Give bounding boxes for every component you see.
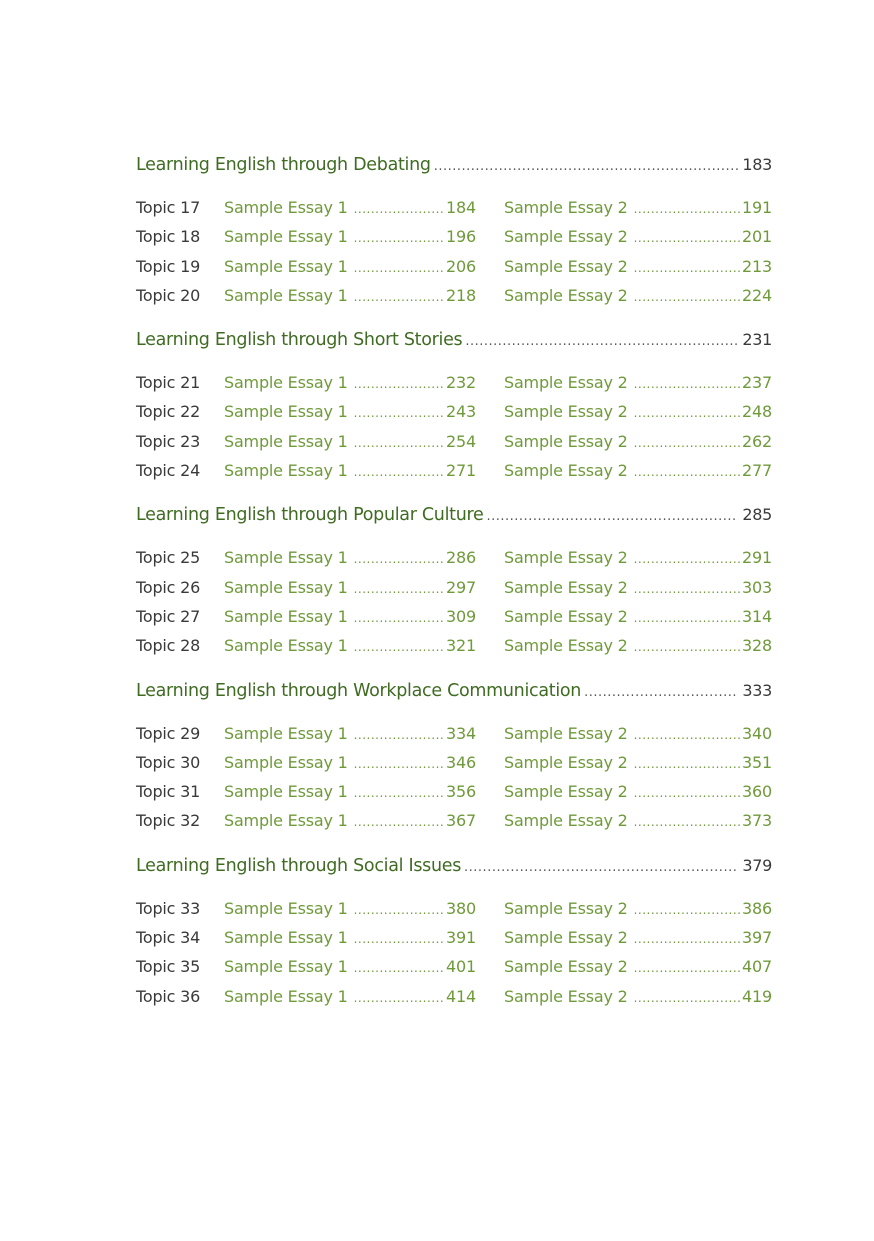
essay-1-entry[interactable] bbox=[224, 286, 476, 305]
dot-leader bbox=[634, 552, 740, 566]
dot-leader bbox=[354, 406, 444, 420]
essay-2-page: 340 bbox=[742, 723, 772, 743]
dot-leader bbox=[634, 261, 740, 275]
essay-2-title: Sample Essay 2 bbox=[504, 898, 628, 918]
essay-2-page: 191 bbox=[742, 198, 772, 217]
topic-row bbox=[136, 811, 772, 840]
section-page-number: 285 bbox=[742, 505, 772, 525]
dot-leader bbox=[465, 334, 738, 349]
dot-leader bbox=[354, 202, 444, 216]
dot-leader bbox=[634, 377, 740, 391]
essay-1-page: 286 bbox=[446, 548, 476, 568]
essay-1-entry[interactable] bbox=[224, 548, 476, 567]
section-title: Learning English through Workplace Communication bbox=[136, 680, 582, 701]
dot-leader bbox=[354, 961, 444, 975]
essay-2-title: Sample Essay 2 bbox=[504, 373, 628, 393]
essay-1-title: Sample Essay 1 bbox=[224, 811, 348, 831]
topic-list bbox=[136, 899, 772, 1016]
essay-1-title: Sample Essay 1 bbox=[224, 898, 348, 918]
topic-label: Topic 34 bbox=[136, 928, 201, 948]
essay-1-title: Sample Essay 1 bbox=[224, 227, 348, 247]
dot-leader bbox=[354, 991, 444, 1005]
essay-2-entry[interactable] bbox=[504, 578, 772, 597]
essay-2-title: Sample Essay 2 bbox=[504, 986, 628, 1006]
essay-1-title: Sample Essay 1 bbox=[224, 752, 348, 772]
dot-leader bbox=[634, 932, 740, 946]
essay-1-page: 254 bbox=[446, 431, 476, 451]
essay-2-page: 262 bbox=[742, 431, 772, 451]
essay-1-title: Sample Essay 1 bbox=[224, 577, 348, 597]
dot-leader bbox=[354, 932, 444, 946]
section-heading[interactable] bbox=[136, 856, 772, 886]
essay-1-title: Sample Essay 1 bbox=[224, 256, 348, 276]
essay-1-entry[interactable] bbox=[224, 432, 476, 451]
dot-leader bbox=[634, 991, 740, 1005]
essay-2-page: 291 bbox=[742, 548, 772, 568]
section-title: Learning English through Social Issues bbox=[136, 855, 462, 876]
essay-1-page: 401 bbox=[446, 957, 476, 977]
section-title: Learning English through Short Stories bbox=[136, 330, 463, 351]
essay-2-page: 397 bbox=[742, 928, 772, 948]
dot-leader bbox=[354, 290, 444, 304]
essay-1-title: Sample Essay 1 bbox=[224, 782, 348, 802]
dot-leader bbox=[354, 582, 444, 596]
essay-1-entry[interactable] bbox=[224, 257, 476, 276]
topic-label: Topic 20 bbox=[136, 285, 201, 305]
essay-2-page: 201 bbox=[742, 227, 772, 247]
section-page-number: 333 bbox=[742, 680, 772, 700]
essay-1-entry[interactable] bbox=[224, 753, 476, 772]
topic-row bbox=[136, 198, 772, 227]
dot-leader bbox=[634, 406, 740, 420]
dot-leader bbox=[634, 436, 740, 450]
dot-leader bbox=[634, 728, 740, 742]
essay-1-entry[interactable] bbox=[224, 899, 476, 918]
essay-2-entry[interactable] bbox=[504, 636, 772, 655]
topic-row bbox=[136, 461, 772, 490]
topic-row bbox=[136, 227, 772, 256]
topic-label: Topic 23 bbox=[136, 431, 201, 451]
essay-2-page: 248 bbox=[742, 402, 772, 422]
topic-label: Topic 29 bbox=[136, 723, 201, 743]
topic-row bbox=[136, 257, 772, 286]
topic-row bbox=[136, 899, 772, 928]
topic-label: Topic 31 bbox=[136, 782, 201, 802]
essay-2-title: Sample Essay 2 bbox=[504, 227, 628, 247]
essay-1-entry[interactable] bbox=[224, 724, 476, 743]
topic-row bbox=[136, 402, 772, 431]
essay-2-entry[interactable] bbox=[504, 286, 772, 305]
essay-1-entry[interactable] bbox=[224, 198, 476, 217]
section-heading[interactable] bbox=[136, 330, 772, 360]
essay-2-entry[interactable] bbox=[504, 724, 772, 743]
essay-1-title: Sample Essay 1 bbox=[224, 636, 348, 656]
topic-label: Topic 32 bbox=[136, 811, 201, 831]
essay-1-entry[interactable] bbox=[224, 928, 476, 947]
essay-1-title: Sample Essay 1 bbox=[224, 431, 348, 451]
essay-2-title: Sample Essay 2 bbox=[504, 431, 628, 451]
essay-1-title: Sample Essay 1 bbox=[224, 285, 348, 305]
toc-section-workplace-communication bbox=[136, 681, 772, 841]
essay-2-title: Sample Essay 2 bbox=[504, 256, 628, 276]
dot-leader bbox=[634, 465, 740, 479]
essay-1-entry[interactable] bbox=[224, 227, 476, 246]
topic-row bbox=[136, 286, 772, 315]
essay-2-page: 303 bbox=[742, 577, 772, 597]
essay-2-page: 224 bbox=[742, 285, 772, 305]
essay-1-page: 367 bbox=[446, 811, 476, 831]
essay-2-title: Sample Essay 2 bbox=[504, 752, 628, 772]
essay-2-title: Sample Essay 2 bbox=[504, 285, 628, 305]
essay-1-entry[interactable] bbox=[224, 402, 476, 421]
essay-2-entry[interactable] bbox=[504, 257, 772, 276]
topic-row bbox=[136, 636, 772, 665]
dot-leader bbox=[634, 231, 740, 245]
essay-1-entry[interactable] bbox=[224, 957, 476, 976]
essay-2-title: Sample Essay 2 bbox=[504, 723, 628, 743]
essay-2-entry[interactable] bbox=[504, 402, 772, 421]
essay-2-title: Sample Essay 2 bbox=[504, 811, 628, 831]
dot-leader bbox=[354, 465, 444, 479]
topic-label: Topic 28 bbox=[136, 636, 201, 656]
section-page-number: 379 bbox=[742, 855, 772, 875]
essay-1-page: 271 bbox=[446, 461, 476, 481]
essay-1-page: 414 bbox=[446, 986, 476, 1006]
dot-leader bbox=[354, 231, 444, 245]
essay-2-entry[interactable] bbox=[504, 461, 772, 480]
dot-leader bbox=[634, 903, 740, 917]
section-heading[interactable] bbox=[136, 681, 772, 711]
dot-leader bbox=[354, 436, 444, 450]
essay-2-entry[interactable] bbox=[504, 987, 772, 1006]
topic-label: Topic 36 bbox=[136, 986, 201, 1006]
topic-label: Topic 21 bbox=[136, 373, 201, 393]
dot-leader bbox=[634, 640, 740, 654]
dot-leader bbox=[354, 261, 444, 275]
essay-1-page: 380 bbox=[446, 898, 476, 918]
dot-leader bbox=[634, 611, 740, 625]
section-page-number: 183 bbox=[742, 155, 772, 174]
essay-1-page: 297 bbox=[446, 577, 476, 597]
essay-2-entry[interactable] bbox=[504, 373, 772, 392]
essay-2-entry[interactable] bbox=[504, 957, 772, 976]
dot-leader bbox=[354, 377, 444, 391]
section-heading[interactable] bbox=[136, 155, 772, 185]
topic-row bbox=[136, 724, 772, 753]
topic-row bbox=[136, 548, 772, 577]
essay-1-entry[interactable] bbox=[224, 607, 476, 626]
topic-row bbox=[136, 607, 772, 636]
topic-label: Topic 33 bbox=[136, 898, 201, 918]
topic-label: Topic 35 bbox=[136, 957, 201, 977]
dot-leader bbox=[634, 582, 740, 596]
dot-leader bbox=[354, 786, 444, 800]
dot-leader bbox=[354, 757, 444, 771]
essay-1-page: 243 bbox=[446, 402, 476, 422]
essay-1-entry[interactable] bbox=[224, 461, 476, 480]
essay-2-page: 360 bbox=[742, 782, 772, 802]
topic-label: Topic 30 bbox=[136, 752, 201, 772]
essay-2-title: Sample Essay 2 bbox=[504, 402, 628, 422]
essay-1-page: 346 bbox=[446, 752, 476, 772]
table-of-contents bbox=[136, 155, 772, 1031]
essay-1-page: 184 bbox=[446, 198, 476, 217]
essay-1-page: 196 bbox=[446, 227, 476, 247]
dot-leader bbox=[634, 202, 740, 216]
essay-2-entry[interactable] bbox=[504, 928, 772, 947]
essay-2-title: Sample Essay 2 bbox=[504, 548, 628, 568]
essay-1-title: Sample Essay 1 bbox=[224, 928, 348, 948]
topic-row bbox=[136, 782, 772, 811]
essay-2-page: 419 bbox=[742, 986, 772, 1006]
dot-leader bbox=[354, 815, 444, 829]
section-title: Learning English through Popular Culture bbox=[136, 505, 484, 526]
essay-1-entry[interactable] bbox=[224, 636, 476, 655]
topic-label: Topic 19 bbox=[136, 256, 201, 276]
dot-leader bbox=[354, 728, 444, 742]
topic-list bbox=[136, 198, 772, 315]
dot-leader bbox=[487, 509, 739, 524]
essay-2-title: Sample Essay 2 bbox=[504, 782, 628, 802]
essay-1-page: 218 bbox=[446, 285, 476, 305]
topic-row bbox=[136, 578, 772, 607]
essay-1-page: 391 bbox=[446, 928, 476, 948]
essay-2-title: Sample Essay 2 bbox=[504, 198, 628, 217]
topic-row bbox=[136, 753, 772, 782]
dot-leader bbox=[354, 903, 444, 917]
toc-section-debating bbox=[136, 155, 772, 315]
toc-section-social-issues bbox=[136, 856, 772, 1016]
essay-2-title: Sample Essay 2 bbox=[504, 461, 628, 481]
essay-1-entry[interactable] bbox=[224, 373, 476, 392]
essay-2-page: 213 bbox=[742, 256, 772, 276]
topic-row bbox=[136, 928, 772, 957]
essay-1-title: Sample Essay 1 bbox=[224, 957, 348, 977]
essay-1-entry[interactable] bbox=[224, 782, 476, 801]
toc-section-popular-culture bbox=[136, 505, 772, 665]
essay-1-page: 334 bbox=[446, 723, 476, 743]
essay-1-title: Sample Essay 1 bbox=[224, 606, 348, 626]
topic-label: Topic 27 bbox=[136, 606, 201, 626]
essay-1-page: 206 bbox=[446, 256, 476, 276]
dot-leader bbox=[464, 860, 738, 875]
essay-1-page: 356 bbox=[446, 782, 476, 802]
toc-section-short-stories bbox=[136, 330, 772, 490]
topic-label: Topic 22 bbox=[136, 402, 201, 422]
essay-2-entry[interactable] bbox=[504, 198, 772, 217]
topic-row bbox=[136, 432, 772, 461]
essay-2-entry[interactable] bbox=[504, 432, 772, 451]
essay-1-title: Sample Essay 1 bbox=[224, 198, 348, 217]
essay-2-title: Sample Essay 2 bbox=[504, 606, 628, 626]
essay-2-page: 237 bbox=[742, 373, 772, 393]
essay-2-page: 386 bbox=[742, 898, 772, 918]
essay-1-title: Sample Essay 1 bbox=[224, 461, 348, 481]
section-title: Learning English through Debating bbox=[136, 155, 431, 175]
section-heading[interactable] bbox=[136, 505, 772, 535]
essay-2-entry[interactable] bbox=[504, 548, 772, 567]
essay-1-entry[interactable] bbox=[224, 578, 476, 597]
essay-2-page: 277 bbox=[742, 461, 772, 481]
dot-leader bbox=[584, 685, 738, 700]
dot-leader bbox=[634, 961, 740, 975]
essay-1-page: 232 bbox=[446, 373, 476, 393]
essay-2-title: Sample Essay 2 bbox=[504, 577, 628, 597]
dot-leader bbox=[634, 815, 740, 829]
topic-label: Topic 18 bbox=[136, 227, 201, 247]
dot-leader bbox=[634, 786, 740, 800]
dot-leader bbox=[354, 640, 444, 654]
essay-1-title: Sample Essay 1 bbox=[224, 986, 348, 1006]
topic-label: Topic 17 bbox=[136, 198, 201, 217]
topic-label: Topic 24 bbox=[136, 461, 201, 481]
essay-2-entry[interactable] bbox=[504, 899, 772, 918]
topic-list bbox=[136, 373, 772, 490]
dot-leader bbox=[634, 757, 740, 771]
dot-leader bbox=[434, 159, 739, 174]
essay-2-page: 373 bbox=[742, 811, 772, 831]
topic-row bbox=[136, 957, 772, 986]
essay-2-page: 351 bbox=[742, 752, 772, 772]
essay-1-title: Sample Essay 1 bbox=[224, 402, 348, 422]
essay-1-page: 309 bbox=[446, 606, 476, 626]
essay-2-entry[interactable] bbox=[504, 753, 772, 772]
essay-2-entry[interactable] bbox=[504, 782, 772, 801]
essay-1-title: Sample Essay 1 bbox=[224, 548, 348, 568]
dot-leader bbox=[634, 290, 740, 304]
topic-row bbox=[136, 373, 772, 402]
essay-2-title: Sample Essay 2 bbox=[504, 928, 628, 948]
topic-list bbox=[136, 548, 772, 665]
essay-1-page: 321 bbox=[446, 636, 476, 656]
topic-list bbox=[136, 724, 772, 841]
dot-leader bbox=[354, 611, 444, 625]
essay-1-title: Sample Essay 1 bbox=[224, 723, 348, 743]
topic-label: Topic 25 bbox=[136, 548, 201, 568]
topic-row bbox=[136, 987, 772, 1016]
essay-1-entry[interactable] bbox=[224, 811, 476, 830]
essay-1-entry[interactable] bbox=[224, 987, 476, 1006]
essay-2-page: 328 bbox=[742, 636, 772, 656]
topic-label: Topic 26 bbox=[136, 577, 201, 597]
essay-2-page: 314 bbox=[742, 606, 772, 626]
essay-2-entry[interactable] bbox=[504, 811, 772, 830]
section-page-number: 231 bbox=[742, 330, 772, 350]
essay-1-title: Sample Essay 1 bbox=[224, 373, 348, 393]
essay-2-entry[interactable] bbox=[504, 607, 772, 626]
essay-2-page: 407 bbox=[742, 957, 772, 977]
dot-leader bbox=[354, 552, 444, 566]
essay-2-entry[interactable] bbox=[504, 227, 772, 246]
essay-2-title: Sample Essay 2 bbox=[504, 636, 628, 656]
essay-2-title: Sample Essay 2 bbox=[504, 957, 628, 977]
